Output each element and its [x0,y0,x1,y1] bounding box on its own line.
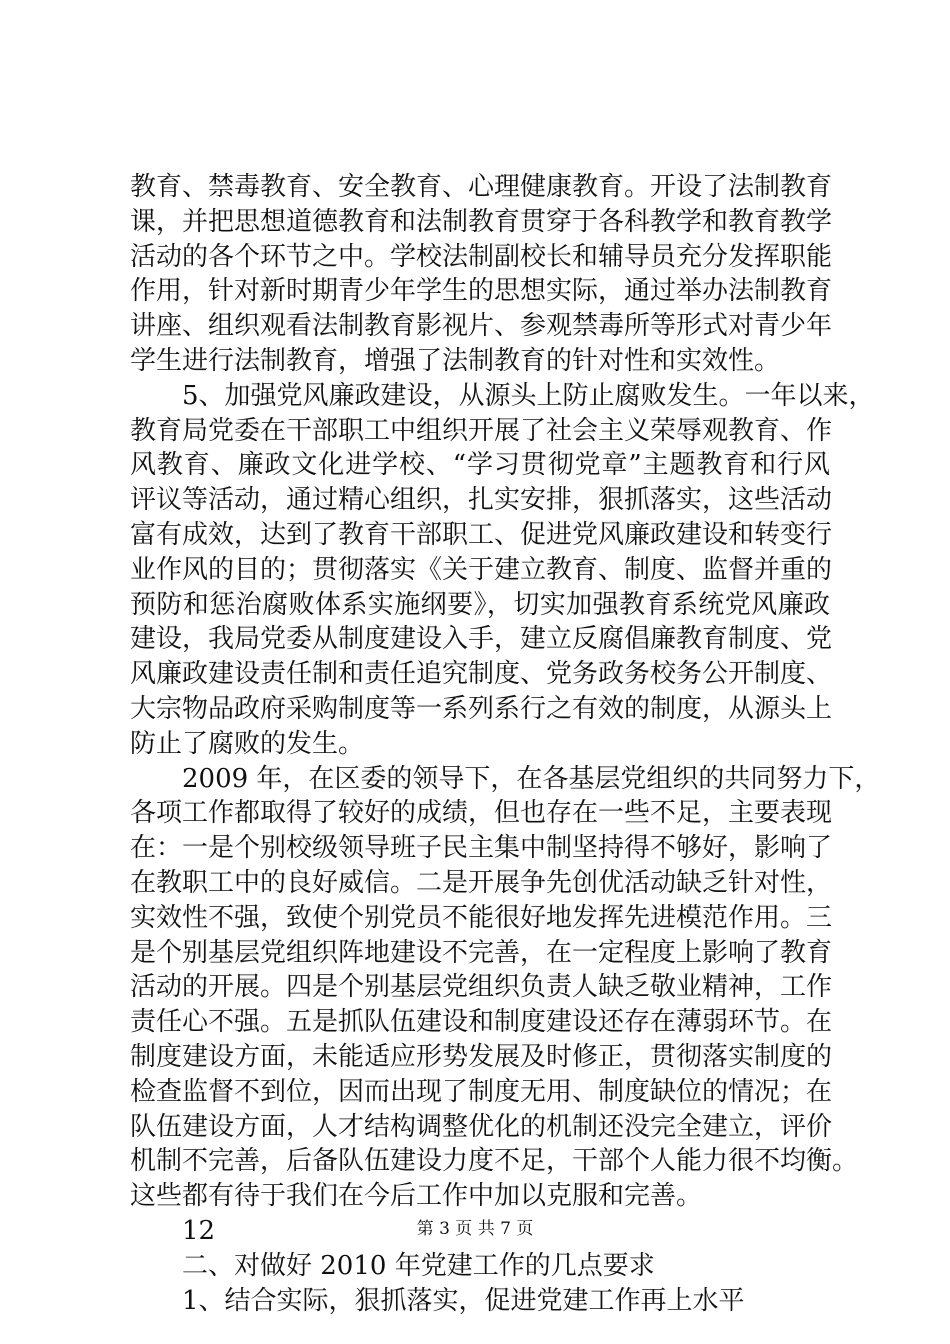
text-line: 作用，针对新时期青少年学生的思想实际，通过举办法制教育 [130,276,833,307]
text-line: 实效性不强，致使个别党员不能很好地发挥先进模范作用。三 [130,902,833,933]
text-line: 教育、禁毒教育、安全教育、心理健康教育。开设了法制教育 [130,172,833,202]
text-line: 5、加强党风廉政建设，从源头上防止腐败发生。一年以来， [182,380,875,411]
text-line: 责任心不强。五是抓队伍建设和制度建设还存在薄弱环节。在 [130,1007,833,1038]
document-body [130,170,881,1318]
text-line: 课，并把思想道德教育和法制教育贯穿于各科教学和教育教学 [130,206,833,237]
text-line: 讲座、组织观看法制教育影视片、参观禁毒所等形式对青少年 [130,311,833,342]
text-line: 在：一是个别校级领导班子民主集中制坚持得不够好，影响了 [130,833,833,864]
subsection-heading: 1、结合实际，狠抓落实，促进党建工作再上水平 [182,1285,745,1316]
text-line: 是个别基层党组织阵地建设不完善，在一定程度上影响了教育 [130,937,833,968]
text-line: 防止了腐败的发生。 [130,728,365,759]
text-line: 2009 年，在区委的领导下，在各基层党组织的共同努力下， [182,763,881,794]
text-line: 教育局党委在干部职工中组织开展了社会主义荣辱观教育、作 [130,415,833,446]
text-line: 大宗物品政府采购制度等一系列系行之有效的制度，从源头上 [130,693,833,724]
text-line: 12 [182,1215,216,1246]
text-line: 风廉政建设责任制和责任追究制度、党务政务校务公开制度、 [130,659,833,690]
text-line: 这些都有待于我们在今后工作中加以克服和完善。 [130,1181,703,1212]
text-line: 评议等活动，通过精心组织，扎实安排，狠抓落实，这些活动 [130,485,833,516]
text-line: 活动的各个环节之中。学校法制副校长和辅导员充分发挥职能 [130,241,833,272]
text-line: 业作风的目的；贯彻落实《关于建立教育、制度、监督并重的 [130,554,833,585]
text-line: 风教育、廉政文化进学校、“学习贯彻党章”主题教育和行风 [130,450,830,481]
text-line: 机制不完善，后备队伍建设力度不足，干部个人能力很不均衡。 [130,1146,859,1177]
text-line: 学生进行法制教育，增强了法制教育的针对性和实效性。 [130,345,781,376]
section-heading: 二、对做好 2010 年党建工作的几点要求 [182,1250,655,1281]
text-line: 队伍建设方面，人才结构调整优化的机制还没完全建立，评价 [130,1111,833,1142]
page-number-footer: 第 3 页 共 7 页 [416,1219,534,1239]
text-line: 制度建设方面，未能适应形势发展及时修正，贯彻落实制度的 [130,1041,833,1072]
text-line: 富有成效，达到了教育干部职工、促进党风廉政建设和转变行 [130,519,833,550]
text-line: 建设，我局党委从制度建设入手，建立反腐倡廉教育制度、党 [130,624,833,655]
text-line: 各项工作都取得了较好的成绩，但也存在一些不足，主要表现 [130,798,833,829]
text-line: 检查监督不到位，因而出现了制度无用、制度缺位的情况；在 [130,1076,833,1107]
text-line: 预防和惩治腐败体系实施纲要》，切实加强教育系统党风廉政 [130,589,830,620]
text-line: 活动的开展。四是个别基层党组织负责人缺乏敬业精神，工作 [130,972,833,1003]
text-line: 在教职工中的良好威信。二是开展争先创优活动缺乏针对性， [130,867,833,898]
